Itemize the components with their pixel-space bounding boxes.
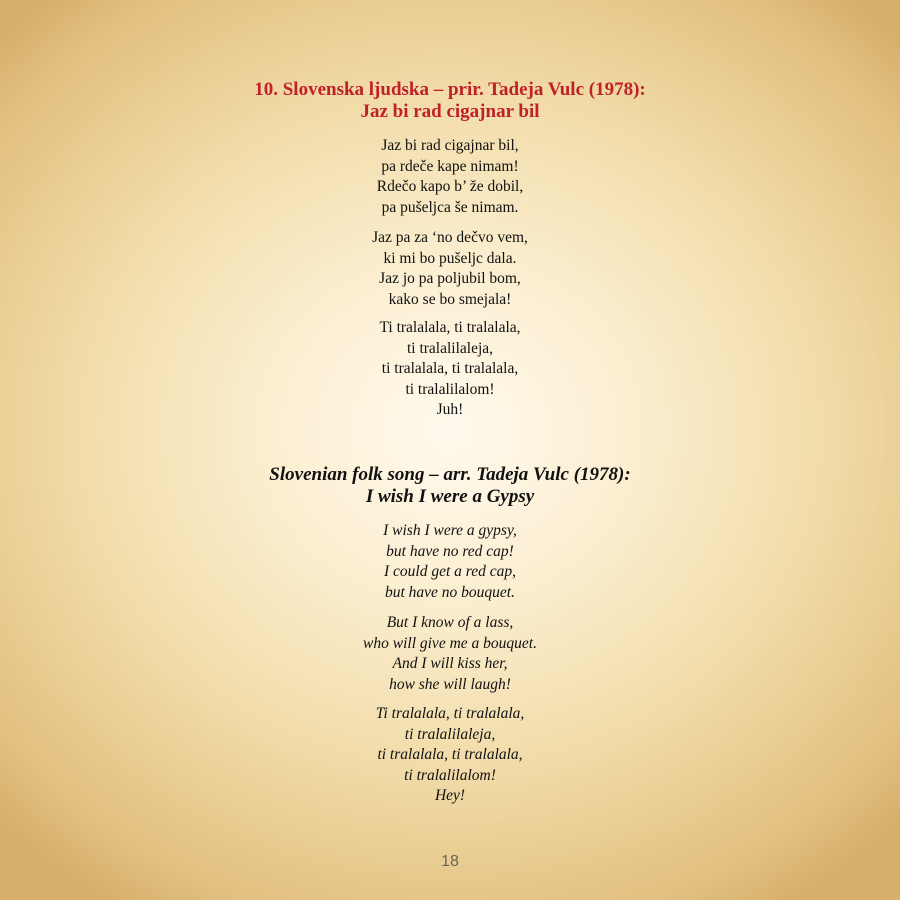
lyric-line: Jaz pa za ‘no dečvo vem, — [372, 229, 528, 246]
lyric-line: ki mi bo pušeljc dala. — [383, 249, 517, 267]
lyric-line: I wish I were a gypsy, — [383, 522, 517, 539]
lyric-line: ti tralalilaleja, — [406, 339, 494, 357]
slovene-stanza-2 — [0, 228, 900, 310]
lyric-line: who will give me a bouquet. — [363, 634, 537, 652]
lyric-line: Ti tralalala, ti tralalala, — [379, 319, 521, 336]
english-stanza-2 — [0, 613, 900, 695]
lyric-line: ti tralalilaleja, — [404, 725, 496, 743]
page-number: 18 — [441, 853, 459, 870]
lyric-line: Ti tralalala, ti tralalala, — [375, 705, 525, 722]
lyric-line: ti tralalala, ti tralalala, — [377, 746, 523, 763]
slovene-stanza-3 — [0, 318, 900, 421]
lyric-line: Hey! — [434, 787, 466, 804]
lyric-line: Rdečo kapo b’ že dobil, — [376, 178, 524, 195]
slovene-title-line-2: Jaz bi rad cigajnar bil — [360, 101, 540, 122]
lyric-line: but have no bouquet. — [384, 583, 515, 601]
english-stanza-1 — [0, 521, 900, 603]
slovene-title-line-1: 10. Slovenska ljudska – prir. Tadeja Vulc (1978): — [254, 79, 646, 100]
lyric-line: Jaz bi rad cigajnar bil, — [381, 137, 519, 154]
lyric-line: pa pušeljca še nimam. — [381, 198, 519, 216]
lyric-line: ti tralalilalom! — [405, 380, 495, 398]
lyric-line: And I will kiss her, — [392, 655, 508, 672]
lyric-line: Juh! — [436, 401, 464, 418]
english-title-line-2: I wish I were a Gypsy — [365, 486, 535, 507]
lyric-line: pa rdeče kape nimam! — [381, 157, 519, 175]
english-title-line-1: Slovenian folk song – arr. Tadeja Vulc (1978): — [269, 464, 631, 485]
slovene-stanza-1 — [0, 136, 900, 218]
english-song-title — [0, 464, 900, 508]
lyric-line: Jaz jo pa poljubil bom, — [379, 270, 521, 287]
lyric-line: But I know of a lass, — [386, 614, 514, 631]
lyric-line: ti tralalala, ti tralalala, — [381, 360, 519, 377]
slovene-song-title — [0, 79, 900, 123]
lyric-line: kako se bo smejala! — [388, 290, 512, 308]
english-stanza-3 — [0, 704, 900, 807]
lyric-line: but have no red cap! — [386, 542, 514, 560]
lyric-line: ti tralalilalom! — [404, 766, 496, 784]
lyric-line: how she will laugh! — [389, 675, 511, 693]
lyric-line: I could get a red cap, — [384, 563, 516, 580]
